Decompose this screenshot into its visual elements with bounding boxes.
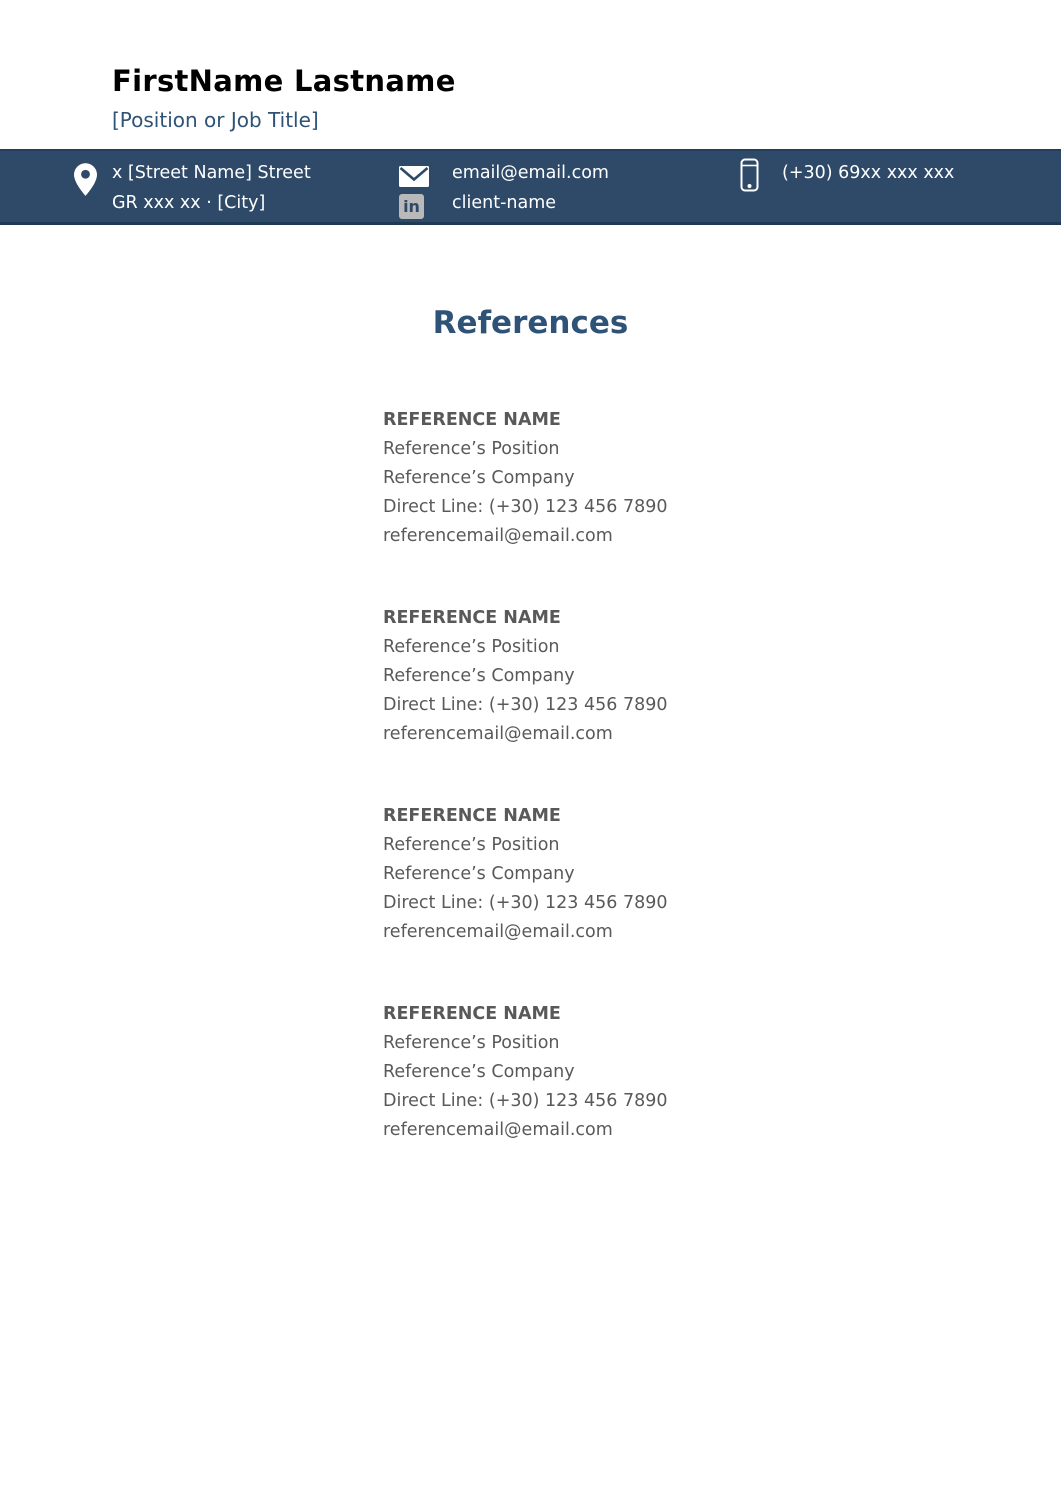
linkedin-icon: [399, 194, 424, 219]
email-text: email@email.com: [452, 163, 609, 183]
person-name: FirstName Lastname: [112, 64, 456, 98]
reference-company: Reference’s Company: [383, 1062, 575, 1082]
reference-direct-line: Direct Line: (+30) 123 456 7890: [383, 893, 668, 913]
reference-email: referencemail@email.com: [383, 724, 613, 744]
reference-company: Reference’s Company: [383, 666, 575, 686]
reference-direct-line: Direct Line: (+30) 123 456 7890: [383, 695, 668, 715]
reference-entry: [383, 604, 883, 749]
reference-email: referencemail@email.com: [383, 526, 613, 546]
reference-direct-line: Direct Line: (+30) 123 456 7890: [383, 1091, 668, 1111]
reference-name: REFERENCE NAME: [383, 806, 561, 826]
reference-name: REFERENCE NAME: [383, 410, 561, 430]
reference-entry: [383, 802, 883, 947]
reference-company: Reference’s Company: [383, 468, 575, 488]
reference-email: referencemail@email.com: [383, 922, 613, 942]
reference-position: Reference’s Position: [383, 637, 560, 657]
location-icon: [74, 163, 97, 196]
reference-email: referencemail@email.com: [383, 1120, 613, 1140]
address-line1: x [Street Name] Street: [112, 163, 311, 183]
reference-entry: [383, 406, 883, 551]
phone-text: (+30) 69xx xxx xxx: [782, 163, 955, 183]
contact-bar: [0, 149, 1061, 225]
address-line2: GR xxx xx · [City]: [112, 193, 266, 213]
linkedin-icon-glyph: in: [399, 194, 424, 219]
reference-company: Reference’s Company: [383, 864, 575, 884]
reference-name: REFERENCE NAME: [383, 608, 561, 628]
email-icon: [399, 166, 429, 187]
reference-name: REFERENCE NAME: [383, 1004, 561, 1024]
reference-position: Reference’s Position: [383, 835, 560, 855]
job-title: [Position or Job Title]: [112, 108, 319, 132]
section-title: References: [432, 305, 629, 341]
reference-position: Reference’s Position: [383, 439, 560, 459]
phone-icon: [740, 158, 759, 192]
reference-entry: [383, 1000, 883, 1145]
reference-direct-line: Direct Line: (+30) 123 456 7890: [383, 497, 668, 517]
reference-position: Reference’s Position: [383, 1033, 560, 1053]
linkedin-text: client-name: [452, 193, 557, 213]
references-list: [383, 406, 883, 1198]
